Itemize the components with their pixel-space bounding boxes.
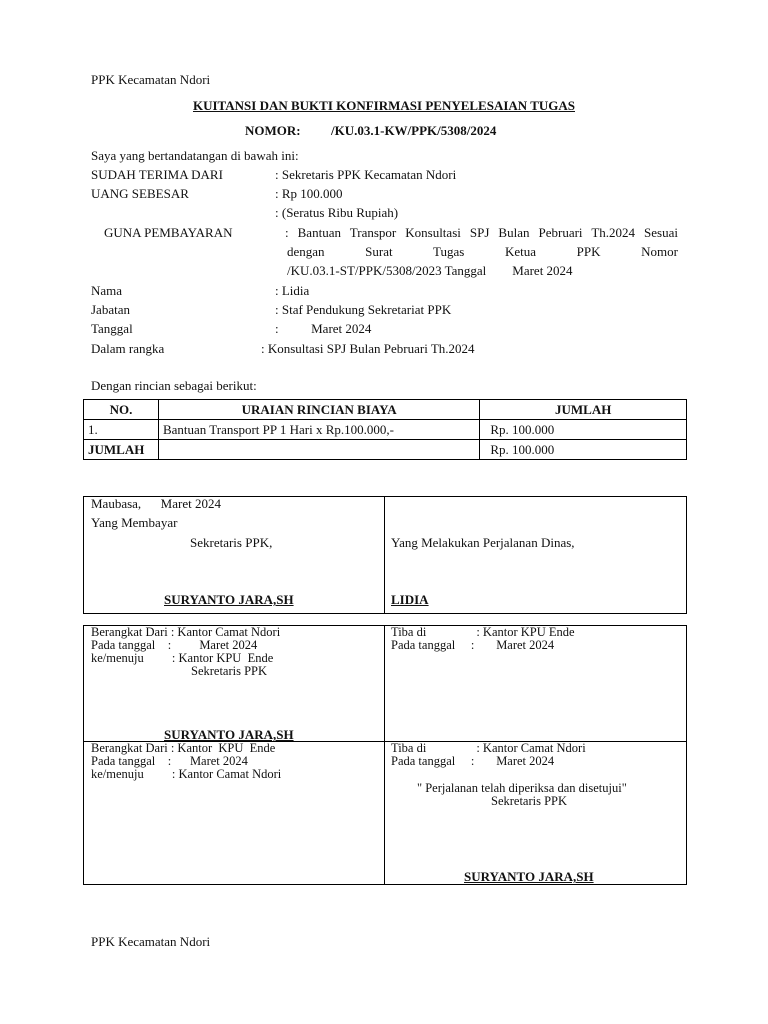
table-total-row (84, 440, 687, 460)
dep2-date: Pada tanggal : Maret 2024 (91, 754, 248, 768)
total-empty (158, 440, 479, 460)
traveler-label: Yang Melakukan Perjalanan Dinas, (391, 535, 575, 550)
rincian-intro: Dengan rincian sebagai berikut: (91, 378, 257, 393)
payer-title: Sekretaris PPK, (190, 535, 273, 550)
dep1-date: Pada tanggal : Maret 2024 (91, 638, 258, 652)
tanggal-value: : Maret 2024 (275, 321, 372, 336)
header-no: NO. (84, 400, 159, 420)
signature-divider (384, 496, 385, 614)
intro-text: Saya yang bertandatangan di bawah ini: (91, 148, 299, 163)
guna-label: GUNA PEMBAYARAN (104, 225, 233, 240)
header-uraian: URAIAN RINCIAN BIAYA (158, 400, 479, 420)
dep1-to: ke/menuju : Kantor KPU Ende (91, 651, 274, 665)
arr1-at: Tiba di : Kantor KPU Ende (391, 625, 575, 639)
nomor-label: NOMOR: (245, 123, 301, 138)
payer-name: SURYANTO JARA,SH (164, 592, 294, 607)
total-label: JUMLAH (84, 440, 159, 460)
arr1-date: Pada tanggal : Maret 2024 (391, 638, 555, 652)
table-row (84, 420, 687, 440)
approval-note: " Perjalanan telah diperiksa dan disetujui" (417, 781, 627, 795)
dep1-from: Berangkat Dari : Kantor Camat Ndori (91, 625, 281, 639)
trip-divider (384, 625, 385, 885)
dep1-title: Sekretaris PPK (191, 664, 268, 678)
uang-label: UANG SEBESAR (91, 186, 189, 201)
total-value: Rp. 100.000 (480, 440, 687, 460)
terima-value: : Sekretaris PPK Kecamatan Ndori (275, 167, 457, 182)
guna-line-3: /KU.03.1-ST/PPK/5308/2023 Tanggal Maret 2024 (287, 263, 573, 278)
row-uraian: Bantuan Transport PP 1 Hari x Rp.100.000,- (158, 420, 479, 440)
payer-label: Yang Membayar (91, 515, 178, 530)
table-header-row (84, 400, 687, 420)
guna-line-1: : Bantuan Transpor Konsultasi SPJ Bulan Pebruari Th.2024 Sesuai (285, 225, 678, 240)
terbilang-value: : (Seratus Ribu Rupiah) (275, 205, 399, 220)
guna-line-2: dengan Surat Tugas Ketua PPK Nomor (287, 244, 678, 259)
arr2-date: Pada tanggal : Maret 2024 (391, 754, 555, 768)
rincian-table (83, 399, 687, 460)
document-title: KUITANSI DAN BUKTI KONFIRMASI PENYELESAIAN TUGAS (192, 98, 575, 113)
row-jumlah: Rp. 100.000 (480, 420, 687, 440)
place-date: Maubasa, Maret 2024 (91, 496, 221, 511)
rangka-value: : Konsultasi SPJ Bulan Pebruari Th.2024 (261, 341, 475, 356)
page-footer: PPK Kecamatan Ndori (91, 934, 211, 949)
nama-label: Nama (91, 283, 123, 298)
dep2-to: ke/menuju : Kantor Camat Ndori (91, 767, 282, 781)
jabatan-label: Jabatan (91, 302, 130, 317)
terima-label: SUDAH TERIMA DARI (91, 167, 223, 182)
header-jumlah: JUMLAH (480, 400, 687, 420)
traveler-name: LIDIA (391, 592, 429, 607)
nama-value: : Lidia (275, 283, 310, 298)
dep2-from: Berangkat Dari : Kantor KPU Ende (91, 741, 276, 755)
rangka-label: Dalam rangka (91, 341, 165, 356)
final-signer-name: SURYANTO JARA,SH (464, 869, 594, 884)
nomor-value: /KU.03.1-KW/PPK/5308/2024 (331, 123, 497, 138)
row-no: 1. (84, 420, 159, 440)
dep1-name: SURYANTO JARA,SH (164, 727, 294, 742)
jabatan-value: : Staf Pendukung Sekretariat PPK (275, 302, 452, 317)
approval-title: Sekretaris PPK (491, 794, 568, 808)
arr2-at: Tiba di : Kantor Camat Ndori (391, 741, 586, 755)
uang-value: : Rp 100.000 (275, 186, 343, 201)
page-header: PPK Kecamatan Ndori (91, 72, 211, 87)
tanggal-label: Tanggal (91, 321, 133, 336)
